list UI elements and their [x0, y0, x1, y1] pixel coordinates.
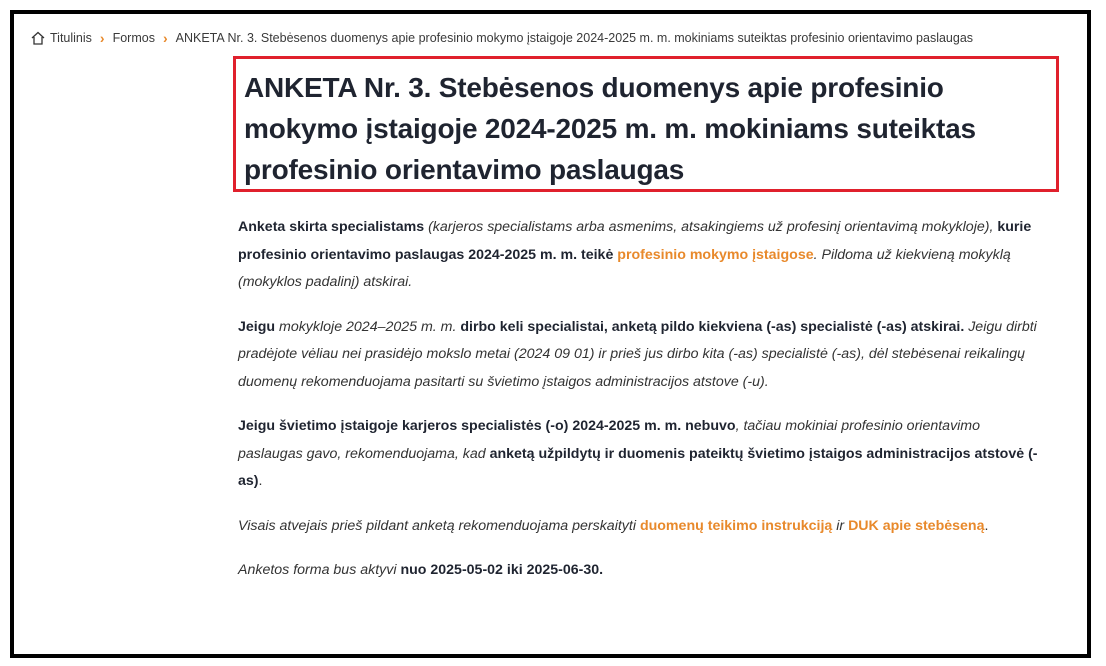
title-highlight-box: [233, 56, 1059, 192]
italic-text: mokykloje 2024–2025 m. m.: [275, 318, 461, 335]
active-dates: nuo 2025-05-02 iki 2025-06-30.: [400, 562, 604, 578]
text: .: [984, 517, 989, 534]
faq-link[interactable]: DUK apie stebėseną: [848, 517, 985, 534]
breadcrumb: [30, 30, 973, 46]
bold-text: anketą užpildytų ir duomenis pateiktų švietimo įstaigos administracijos atstovė (-as): [238, 445, 1038, 489]
italic-text: Visais atvejais prieš pildant anketą rekomenduojama perskaityti: [238, 517, 640, 534]
bold-text: dirbo keli specialistai, anketą pildo kiekviena (-as) specialistė (-as) atskirai.: [460, 318, 965, 335]
paragraph-multiple-specialists: [238, 314, 1048, 397]
chevron-right-icon: ›: [162, 30, 168, 46]
vocational-schools-link[interactable]: profesinio mokymo įstaigose: [617, 246, 814, 263]
page-frame: [10, 10, 1091, 658]
breadcrumb-forms-link[interactable]: Formos: [112, 31, 155, 45]
italic-text: (karjeros specialistams arba asmenims, atsakingiems už profesinį orientavimą mokykloje),: [424, 219, 998, 235]
paragraph-active-dates: [238, 557, 1048, 585]
bold-text: Jeigu: [238, 318, 276, 335]
breadcrumb-current: ANKETA Nr. 3. Stebėsenos duomenys apie profesinio mokymo įstaigoje 2024-2025 m. m. mokiniams suteiktas profesinio orientavimo paslaugas: [175, 31, 974, 45]
italic-text: . Pildoma už kiekvieną mokyklą (mokyklos padalinį) atskirai.: [238, 246, 1011, 290]
breadcrumb-home-link[interactable]: Titulinis: [50, 31, 92, 45]
bold-text: kurie profesinio orientavimo paslaugas 2024-2025 m. m. teikė: [238, 219, 1032, 263]
text: .: [258, 473, 263, 489]
instructions-link[interactable]: duomenų teikimo instrukciją: [639, 517, 833, 534]
chevron-right-icon: ›: [99, 30, 105, 46]
italic-text: Anketos forma bus aktyvi: [238, 562, 401, 578]
italic-text: Jeigu dirbti pradėjote vėliau nei prasidėjo mokslo metai (2024 09 01) ir prieš jus dirbo kita (-as) specialistė (-as), dėl stebėsenai reikalingų duomenų rekomenduojama pasitarti su švietimo įstaigos administracijos atstove (-u).: [238, 318, 1037, 390]
bold-text: Anketa skirta specialistams: [238, 219, 425, 235]
paragraph-target-audience: [238, 214, 1048, 297]
italic-text: ir: [832, 517, 849, 534]
bold-text: Jeigu švietimo įstaigoje karjeros specialistės (-o) 2024-2025 m. m. nebuvo: [238, 418, 736, 434]
page-title: ANKETA Nr. 3. Stebėsenos duomenys apie profesinio mokymo įstaigoje 2024-2025 m. m. mokiniams suteiktas profesinio orientavimo paslaugas: [244, 72, 976, 185]
paragraph-no-specialist: [238, 413, 1048, 496]
home-icon[interactable]: [30, 30, 46, 46]
paragraph-recommendation: [238, 513, 1048, 541]
italic-text: , tačiau mokiniai profesinio orientavimo paslaugas gavo, rekomenduojama, kad: [238, 418, 981, 462]
intro-content: [238, 214, 1048, 602]
